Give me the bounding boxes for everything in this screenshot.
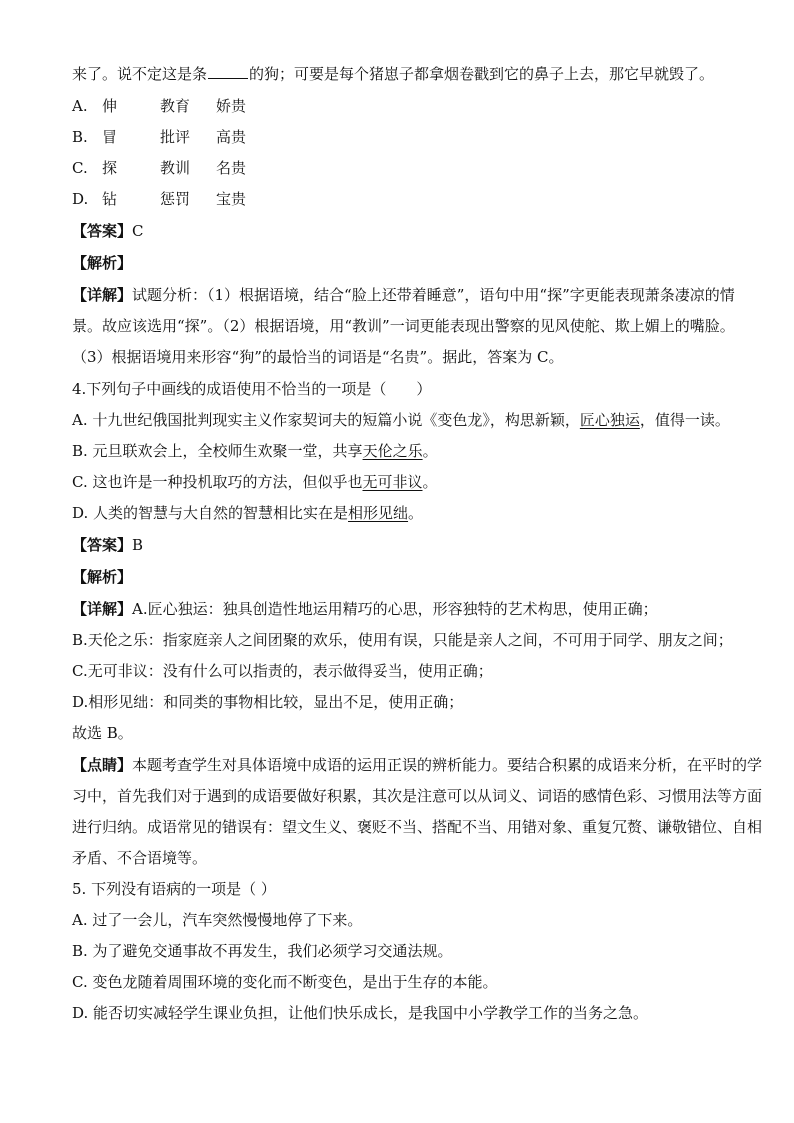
option-word-3: 娇贵	[216, 97, 247, 115]
answer-value: B	[132, 536, 144, 554]
detail-line: B.天伦之乐：指家庭亲人之间团聚的欢乐，使用有误，只能是亲人之间，不可用于同学、朋友之间；	[72, 631, 733, 649]
answer-tag: 【答案】	[72, 536, 133, 554]
detail-line: （3）根据语境用来形容“狗”的最恰当的词语是“名贵”。据此，答案为 C。	[72, 348, 564, 366]
answer-line	[72, 221, 144, 241]
tip-line: 进行归纳。成语常见的错误有：望文生义、褒贬不当、搭配不当、用错对象、重复冗赘、谦敬错位、自相	[72, 818, 763, 836]
underlined-idiom: 匠心独运	[579, 411, 640, 429]
detail-tag: 【详解】	[72, 600, 133, 618]
tip-line: 习中，首先我们对于遇到的成语要做好积累，其次是注意可以从词义、词语的感情色彩、习惯用法等方面	[72, 787, 763, 805]
option-word-2: 教育	[160, 97, 191, 115]
question-5-stem: 5. 下列没有语病的一项是（ ）	[72, 880, 276, 898]
option-word-3: 高贵	[216, 128, 247, 146]
answer-line	[72, 535, 143, 555]
text-segment: C. 这也许是一种投机取巧的方法，但似乎也	[72, 473, 363, 491]
detail-text: 试题分析：（1）根据语境，结合“脸上还带着睡意”，语句中用“探”字更能表现萧条凄凉的情	[132, 286, 735, 304]
q4-option-b	[72, 441, 438, 461]
q4-option-c	[72, 472, 438, 492]
option-word-3: 名贵	[216, 159, 247, 177]
answer-value: C	[132, 222, 144, 240]
option-letter: A.	[72, 97, 88, 115]
q5-option-c: C. 变色龙随着周围环境的变化而不断变色，是出于生存的本能。	[72, 973, 498, 991]
q4-option-d	[72, 503, 423, 523]
q5-option-b: B. 为了避免交通事故不再发生，我们必须学习交通法规。	[72, 942, 453, 960]
answer-tag: 【答案】	[72, 222, 133, 240]
detail-line: 景。故应该选用“探”。（2）根据语境，用“教训”一词更能表现出警察的见风使舵、欺上媚上的嘴脸。	[72, 317, 735, 335]
q5-option-d: D. 能否切实减轻学生课业负担，让他们快乐成长，是我国中小学教学工作的当务之急。	[72, 1004, 649, 1022]
option-d	[72, 189, 246, 209]
q4-option-a	[72, 410, 730, 430]
detail-line	[72, 285, 735, 305]
detail-line: 故选 B。	[72, 724, 133, 742]
fill-blank	[208, 66, 248, 79]
option-word-3: 宝贵	[216, 190, 247, 208]
option-word-1: 探	[102, 159, 118, 177]
option-word-1: 冒	[102, 128, 118, 146]
detail-line: D.相形见绌：和同类的事物相比较，显出不足，使用正确；	[72, 693, 464, 711]
option-b	[72, 127, 246, 147]
tip-line: 矛盾、不合语境等。	[72, 849, 208, 867]
tip-line	[72, 755, 762, 775]
text-segment: 来了。说不定这是条	[72, 65, 208, 83]
underlined-idiom: 相形见绌	[348, 504, 409, 522]
text-segment: D. 人类的智慧与大自然的智慧相比实在是	[72, 504, 349, 522]
option-a	[72, 96, 246, 116]
text-segment: 。	[408, 504, 424, 522]
text-segment: B. 元旦联欢会上，全校师生欢聚一堂，共享	[72, 442, 363, 460]
option-letter: C.	[72, 159, 88, 177]
underlined-idiom: 无可非议	[362, 473, 423, 491]
text-segment: 的狗；可要是每个猪崽子都拿烟卷戳到它的鼻子上去，那它早就毁了。	[249, 65, 715, 83]
text-segment: 。	[422, 442, 438, 460]
detail-line	[72, 599, 658, 619]
option-word-2: 教训	[160, 159, 191, 177]
option-letter: B.	[72, 128, 88, 146]
text-segment: A. 十九世纪俄国批判现实主义作家契诃夫的短篇小说《变色龙》，构思新颖，	[72, 411, 580, 429]
tip-tag: 【点睛】	[72, 756, 133, 774]
tip-text: 本题考查学生对具体语境中成语的运用正误的辨析能力。要结合积累的成语来分析，在平时的学	[132, 756, 763, 774]
underlined-idiom: 天伦之乐	[362, 442, 423, 460]
question-4-stem: 4.下列句子中画线的成语使用不恰当的一项是（ ）	[72, 380, 432, 398]
text-segment: 。	[422, 473, 438, 491]
detail-text: A.匠心独运：独具创造性地运用精巧的心思，形容独特的艺术构思，使用正确；	[132, 600, 658, 618]
q5-option-a: A. 过了一会儿，汽车突然慢慢地停了下来。	[72, 911, 363, 929]
option-word-1: 钻	[102, 190, 118, 208]
paragraph-continuation	[72, 64, 714, 84]
option-c	[72, 158, 246, 178]
text-segment: ，值得一读。	[639, 411, 730, 429]
option-word-1: 伸	[102, 97, 118, 115]
option-word-2: 批评	[160, 128, 191, 146]
option-letter: D.	[72, 190, 89, 208]
option-word-2: 惩罚	[160, 190, 191, 208]
analysis-tag: 【解析】	[72, 568, 133, 586]
detail-tag: 【详解】	[72, 286, 133, 304]
analysis-tag: 【解析】	[72, 254, 133, 272]
detail-line: C.无可非议：没有什么可以指责的，表示做得妥当，使用正确；	[72, 662, 493, 680]
